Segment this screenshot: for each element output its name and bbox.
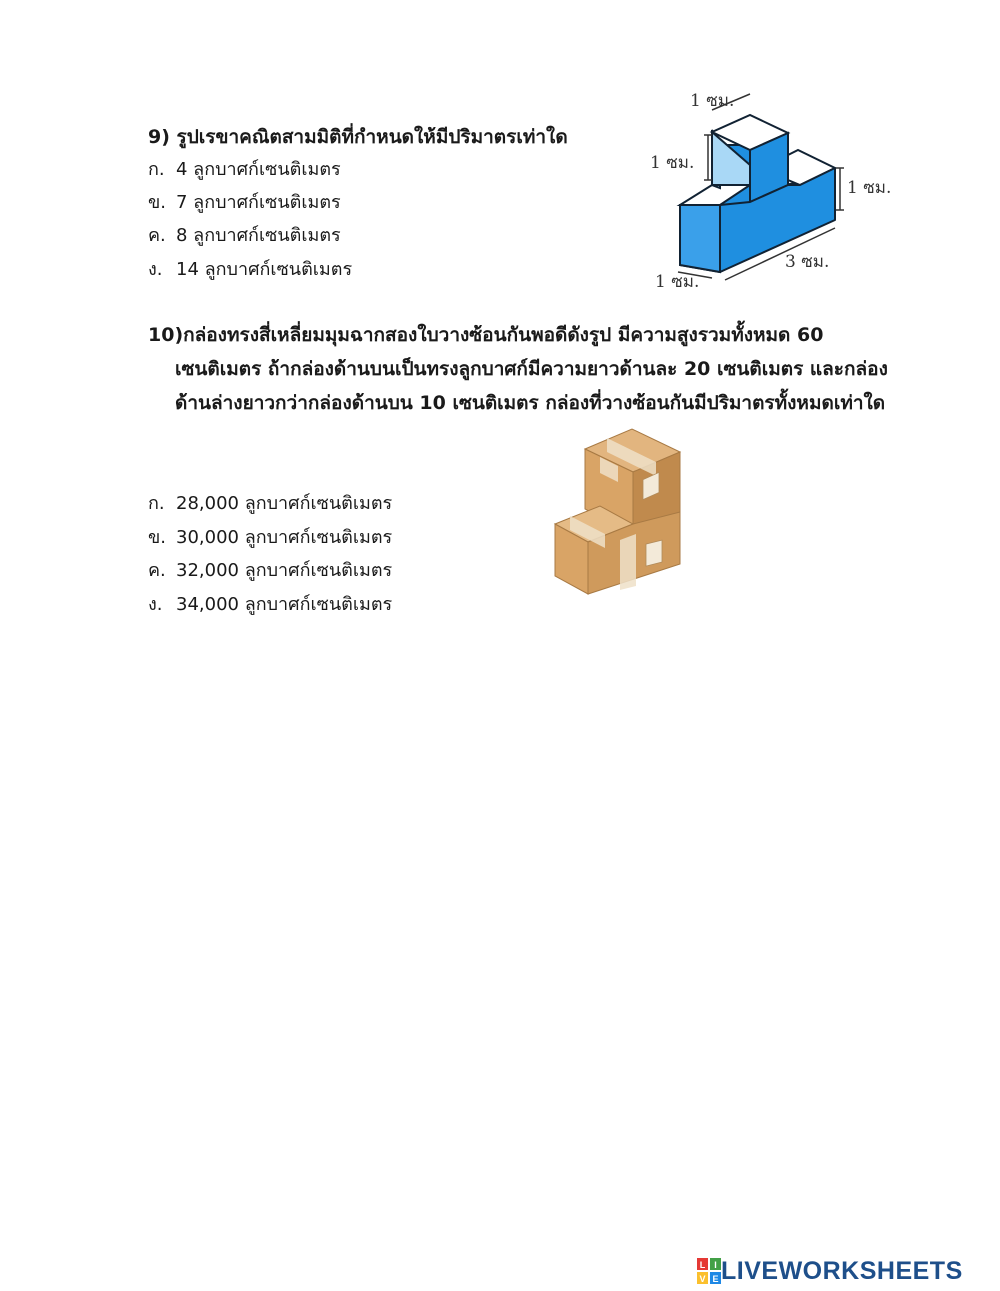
dim-label-left: 1 ซม. [650,153,695,173]
dim-label-bottom: 1 ซม. [655,272,700,292]
choice-letter: ค. [148,560,166,581]
dim-label-length: 3 ซม. [785,252,830,272]
q9-choice-b[interactable] [148,190,341,216]
logo-letter-i: I [714,1260,717,1270]
q9-choice-d[interactable] [148,257,352,283]
choice-text: 8 ลูกบาศก์เซนติเมตร [176,225,341,246]
q10-choice-c[interactable] [148,558,392,584]
q10-choice-a[interactable] [148,491,392,517]
q10-choice-b[interactable] [148,525,392,551]
q9-choice-a[interactable] [148,157,341,183]
bottom-box-label [646,540,662,566]
choice-letter: ก. [148,493,165,514]
choice-text: 7 ลูกบาศก์เซนติเมตร [176,192,341,213]
logo-letter-l: L [699,1260,706,1270]
choice-text: 34,000 ลูกบาศก์เซนติเมตร [176,594,393,615]
liveworksheets-logo[interactable] [697,1257,963,1285]
logo-letter-v: V [699,1274,706,1284]
q9-solid-figure [640,80,915,295]
logo-letter-e: E [712,1274,719,1284]
q10-boxes-figure [550,424,690,599]
choice-letter: ข. [148,192,167,213]
choice-letter: ค. [148,225,166,246]
q10-title-line3: ด้านล่างยาวกว่ากล่องด้านบน 10 เซนติเมตร กล่องที่วางซ้อนกันมีปริมาตรทั้งหมดเท่าใด [175,392,886,414]
choice-text: 14 ลูกบาศก์เซนติเมตร [176,259,353,280]
choice-letter: ข. [148,527,167,548]
q10-title-line2: เซนติเมตร ถ้ากล่องด้านบนเป็นทรงลูกบาศก์มีความยาวด้านละ 20 เซนติเมตร และกล่อง [175,358,888,380]
q10-title-line1: 10)กล่องทรงสี่เหลี่ยมมุมฉากสองใบวางซ้อนกันพอดีดังรูป มีความสูงรวมทั้งหมด 60 [148,324,824,346]
choice-letter: ง. [148,259,163,280]
bottom-box-tape-right [620,534,636,590]
choice-text: 30,000 ลูกบาศก์เซนติเมตร [176,527,393,548]
choice-text: 28,000 ลูกบาศก์เซนติเมตร [176,493,393,514]
dim-label-top: 1 ซม. [690,91,735,111]
choice-text: 32,000 ลูกบาศก์เซนติเมตร [176,560,393,581]
q9-choice-c[interactable] [148,223,341,249]
logo-text: LIVEWORKSHEETS [721,1256,963,1285]
q9-title: 9) รูปเรขาคณิตสามมิติที่กำหนดให้มีปริมาตรเท่าใด [148,126,568,148]
solid-left-block-front [680,205,720,272]
logo-icon [697,1258,721,1284]
choice-letter: ง. [148,594,163,615]
q10-choice-d[interactable] [148,592,392,618]
choice-letter: ก. [148,159,165,180]
choice-text: 4 ลูกบาศก์เซนติเมตร [176,159,341,180]
dim-label-right: 1 ซม. [847,178,892,198]
